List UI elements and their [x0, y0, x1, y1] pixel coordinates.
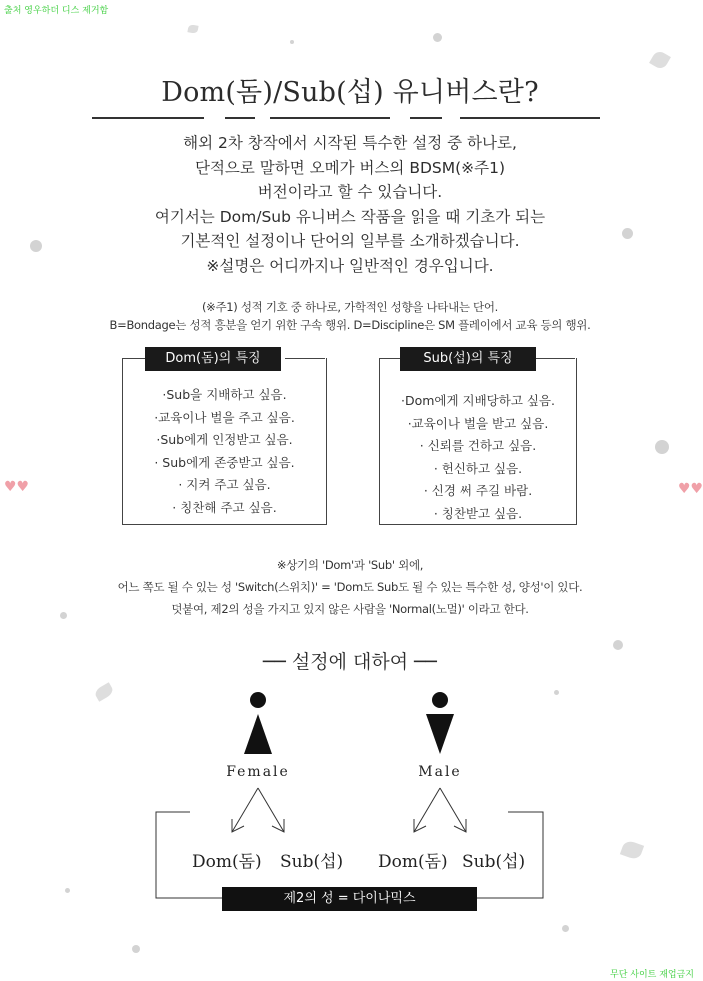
sub-trait-item: ·Dom에게 지배당하고 싶음. — [400, 393, 556, 408]
dom-trait-item: · 지켜 주고 싶음. — [178, 477, 271, 492]
source-watermark: 출처 영우하더 디스 제거함 — [4, 6, 109, 16]
dom-trait-item: ·교육이나 벌을 주고 싶음. — [154, 409, 295, 425]
female-body-icon — [244, 714, 272, 754]
female-to-sub-arrow — [258, 788, 284, 832]
intro-line: 단적으로 말하면 오메가 버스의 BDSM(※주1) — [194, 158, 506, 177]
sub-trait-item: · 신뢰를 건하고 싶음. — [419, 438, 537, 453]
intro-line: 기본적인 설정이나 단어의 일부를 소개하겠습니다. — [180, 232, 520, 251]
no-repost-watermark: 무단 사이트 재업금지 — [610, 970, 694, 980]
female-dom-label: Dom(돔) — [192, 852, 262, 872]
intro-line: 여기서는 Dom/Sub 유니버스 작품을 읽을 때 기초가 되는 — [154, 207, 546, 226]
male-to-dom-arrow — [414, 788, 440, 832]
dom-trait-item: ·Sub에게 인정받고 싶음. — [156, 432, 293, 447]
section-title: ── 설정에 대하여 ── — [263, 651, 437, 673]
female-label: Female — [226, 764, 290, 780]
dom-trait-item: ·Sub을 지배하고 싶음. — [162, 387, 287, 402]
sub-box-header: Sub(섭)의 특징 — [400, 347, 536, 371]
female-sub-label: Sub(섭) — [280, 852, 344, 872]
dom-trait-item: · 칭찬해 주고 싶음. — [172, 499, 277, 515]
male-to-sub-arrow — [440, 788, 466, 832]
dom-trait-item: · Sub에게 존중받고 싶음. — [154, 454, 295, 470]
sub-trait-item: · 칭찬받고 싶음. — [433, 505, 523, 521]
page-title: Dom(돔)/Sub(섭) 유니버스란? — [161, 77, 539, 108]
intro-line: 해외 2차 창작에서 시작된 특수한 설정 중 하나로, — [183, 134, 517, 152]
extra-line: 어느 쪽도 될 수 있는 성 'Switch(스위치)' = 'Dom도 Sub도 될 수 있는 특수한 성, 양성'이 있다. — [117, 580, 583, 594]
sub-trait-item: · 헌신하고 싶음. — [433, 460, 523, 476]
sub-trait-item: ·교육이나 벌을 받고 싶음. — [407, 415, 549, 431]
extra-line: ※상기의 'Dom'과 'Sub' 외에, — [276, 558, 424, 572]
dynamics-label: 제2의 성 = 다이나믹스 — [222, 887, 477, 911]
sub-trait-item: · 신경 써 주길 바람. — [423, 483, 533, 498]
heart-icon: ♥♥ — [678, 481, 703, 497]
male-dom-label: Dom(돔) — [378, 852, 448, 872]
male-label: Male — [418, 764, 462, 780]
extra-line: 덧붙여, 제2의 성을 가지고 있지 않은 사람을 'Normal(노멀)' 이라고 한다. — [171, 602, 529, 616]
heart-icon: ♥♥ — [4, 479, 30, 495]
dom-box-header: Dom(돔)의 특징 — [145, 347, 281, 371]
intro-line: ※설명은 어디까지나 일반적인 경우입니다. — [206, 256, 494, 275]
male-sub-label: Sub(섭) — [462, 852, 526, 872]
footnote-line: (※주1) 성적 기호 중 하나로, 가학적인 성향을 나타내는 단어. — [201, 300, 499, 314]
intro-line: 버전이라고 할 수 있습니다. — [257, 183, 443, 202]
male-head-icon — [432, 692, 448, 708]
female-head-icon — [250, 692, 266, 708]
male-body-icon — [426, 714, 454, 754]
female-to-dom-arrow — [232, 788, 258, 832]
footnote-line: B=Bondage는 성적 흥분을 얻기 위한 구속 행위. D=Discipline은 SM 플레이에서 교육 등의 행위. — [109, 318, 591, 332]
